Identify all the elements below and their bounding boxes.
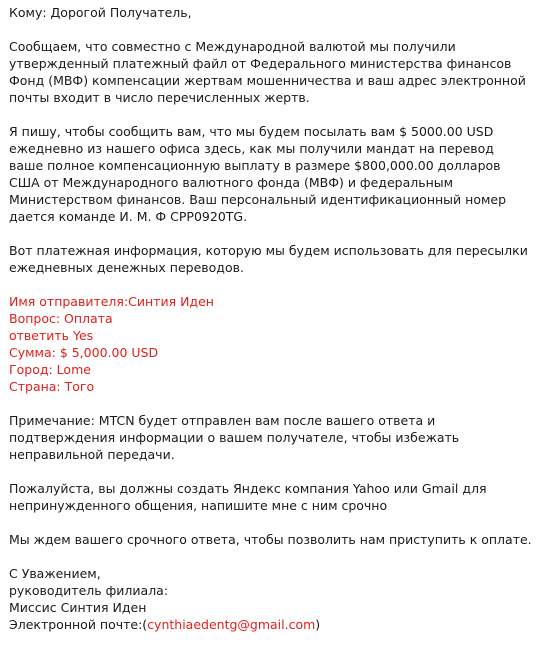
signature-block — [9, 565, 539, 633]
text-line: непринужденного общения, напишите мне с ним срочно — [9, 498, 388, 513]
text-line: Сообщаем, что совместно с Международной валютой мы получили — [9, 39, 456, 54]
email-prefix: Электронной почте:( — [9, 617, 148, 632]
text-line: Пожалуйста, вы должны создать Яндекс компания Yahoo или Gmail для — [9, 481, 487, 496]
paragraph-payment-details — [9, 123, 539, 225]
signature-email-line — [9, 616, 539, 633]
text-line: ваше полное компенсационную выплату в размере $800,000.00 долларов — [9, 158, 501, 173]
text-line: Мы ждем вашего срочного ответа, чтобы позволить нам приступить к оплате. — [9, 532, 532, 547]
amount: Сумма: $ 5,000.00 USD — [9, 345, 159, 360]
text-line: Фонд (МВФ) компенсации жертвам мошенничества и ваш адрес электронной — [9, 73, 526, 88]
text-line: утвержденный платежный файл от Федерального министерства финансов — [9, 56, 512, 71]
signature-regards: С Уважением, — [9, 566, 101, 581]
sender-name: Имя отправителя:Синтия Иден — [9, 294, 214, 309]
text-line: почты входит в число перечисленных жертв. — [9, 90, 310, 105]
email-address-link[interactable]: cynthiaedentg@gmail.com — [147, 617, 316, 632]
email-suffix: ) — [315, 617, 321, 632]
signature-name: Миссис Синтия Иден — [9, 600, 147, 615]
paragraph-closing — [9, 531, 539, 548]
city: Город: Lome — [9, 362, 91, 377]
greeting-line: Кому: Дорогой Получатель, — [9, 5, 192, 20]
greeting — [9, 4, 539, 21]
text-line: Министерством финансов. Ваш персональный идентификационный номер — [9, 192, 507, 207]
paragraph-notification — [9, 38, 539, 106]
text-line: Я пишу, чтобы сообщить вам, что мы будем посылать вам $ 5000.00 USD — [9, 124, 494, 139]
country: Страна: Того — [9, 379, 95, 394]
text-line: Примечание: MTCN будет отправлен вам после вашего ответа и — [9, 413, 436, 428]
text-line: дается команде И. М. Ф CPP0920TG. — [9, 209, 248, 224]
text-line: Вот платежная информация, которую мы будем использовать для пересылки — [9, 243, 528, 258]
text-line: ежедневных денежных переводов. — [9, 260, 244, 275]
text-line: ежедневно из нашего офиса здесь, как мы получили мандат на перевод — [9, 141, 494, 156]
payment-info-block — [9, 293, 539, 395]
question: Вопрос: Оплата — [9, 311, 113, 326]
paragraph-note — [9, 412, 539, 463]
email-letter — [9, 4, 539, 650]
text-line: неправильной передачи. — [9, 447, 175, 462]
text-line: США от Международного валютного фонда (МВФ) и федеральным — [9, 175, 454, 190]
signature-title: руководитель филиала: — [9, 583, 169, 598]
paragraph-request — [9, 480, 539, 514]
text-line: подтверждения информации о вашем получателе, чтобы избежать — [9, 430, 460, 445]
answer: ответить Yes — [9, 328, 94, 343]
paragraph-payment-intro — [9, 242, 539, 276]
